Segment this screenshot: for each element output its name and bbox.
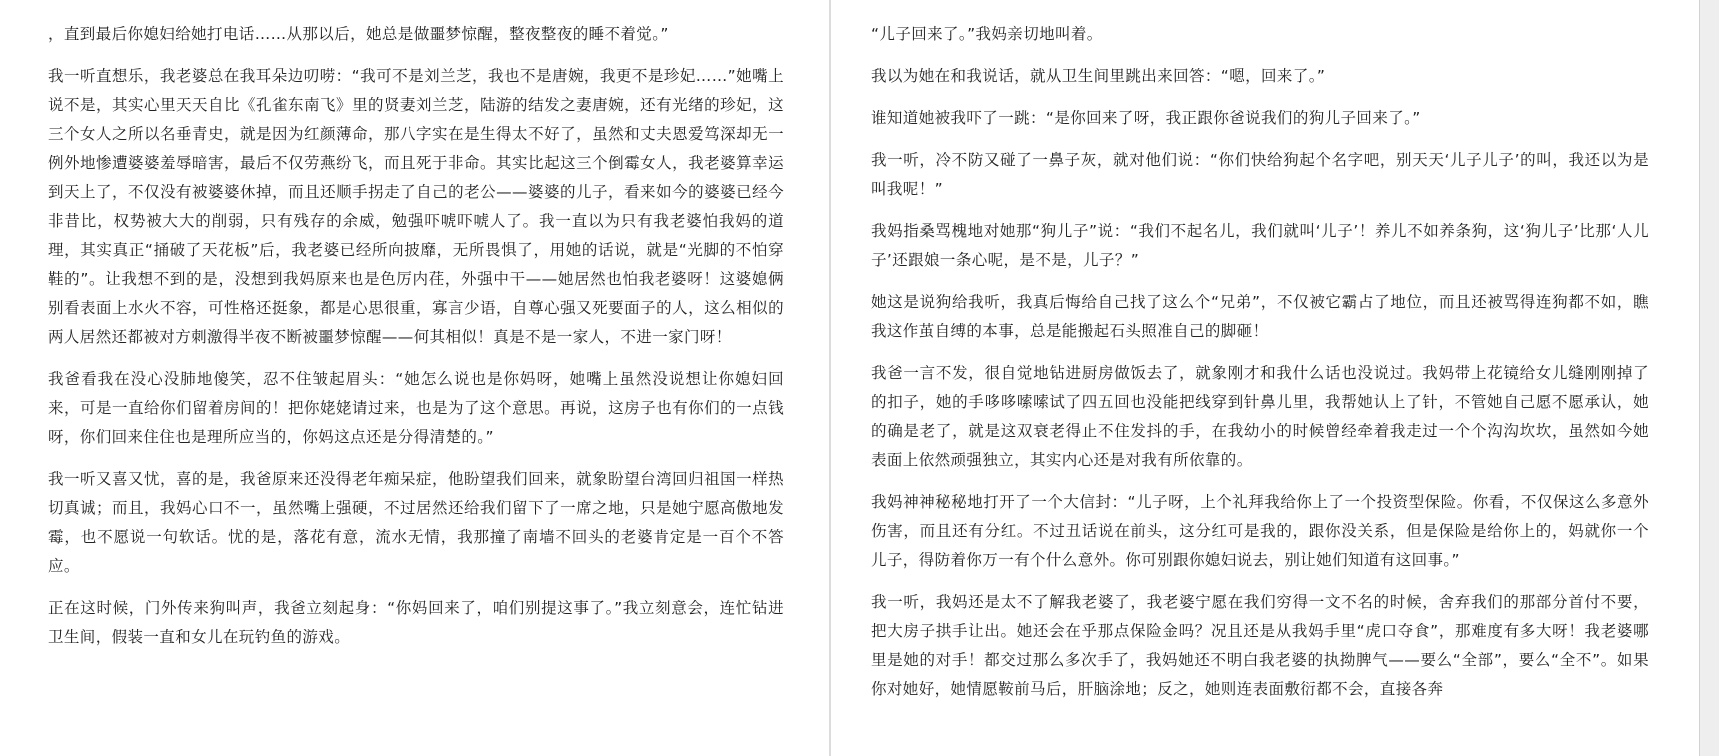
paragraph: 谁知道她被我吓了一跳：“是你回来了呀，我正跟你爸说我们的狗儿子回来了。” <box>871 109 1421 127</box>
paragraph: 我爸一言不发，很自觉地钻进厨房做饭去了，就象刚才和我什么话也没说过。我妈带上花镜给女儿缝刚刚掉了的扣子，她的手哆哆嗦嗦试了四五回也没能把线穿到针鼻儿里，我帮她认上了针，不管她自己愿不愿承认，她的确是老了，就是这双衰老得止不住发抖的手，在我幼小的时候曾经牵着我走过一个个沟沟坎坎，虽然如今她表面上依然顽强独立，其实内心还是对我有所依靠的。 <box>871 364 1649 469</box>
left-page <box>0 0 828 756</box>
scrollbar-track[interactable] <box>1699 0 1719 756</box>
paragraph: “儿子回来了。”我妈亲切地叫着。 <box>871 25 1103 43</box>
paragraph: 她这是说狗给我听，我真后悔给自己找了这么个“兄弟”，不仅被它霸占了地位，而且还被骂得连狗都不如，瞧我这作茧自缚的本事，总是能搬起石头照准自己的脚砸！ <box>871 293 1649 340</box>
paragraph: 我一听，我妈还是太不了解我老婆了，我老婆宁愿在我们穷得一文不名的时候，舍弃我们的那部分首付不要，把大房子拱手让出。她还会在乎那点保险金吗？况且还是从我妈手里“虎口夺食”，那难度有多大呀！我老婆哪里是她的对手！都交过那么多次手了，我妈她还不明白我老婆的执拗脾气——要么“全部”，要么“全不”。如果你对她好，她情愿鞍前马后，肝脑涂地；反之，她则连表面敷衍都不会，直接各奔 <box>871 593 1649 698</box>
right-page <box>831 0 1699 756</box>
paragraph: 我爸看我在没心没肺地傻笑，忍不住皱起眉头：“她怎么说也是你妈呀，她嘴上虽然没说想让你媳妇回来，可是一直给你们留着房间的！把你姥姥请过来，也是为了这个意思。再说，这房子也有你们的一点钱呀，你们回来住住也是理所应当的，你妈这点还是分得清楚的。” <box>48 370 784 446</box>
paragraph: 我一听直想乐，我老婆总在我耳朵边叨唠：“我可不是刘兰芝，我也不是唐婉，我更不是珍妃……”她嘴上说不是，其实心里天天自比《孔雀东南飞》里的贤妻刘兰芝，陆游的结发之妻唐婉，还有光绪的珍妃，这三个女人之所以名垂青史，就是因为红颜薄命，那八字实在是生得太不好了，虽然和丈夫恩爱笃深却无一例外地惨遭婆婆羞辱暗害，最后不仅劳燕纷飞，而且死于非命。其实比起这三个倒霉女人，我老婆算幸运到天上了，不仅没有被婆婆休掉，而且还顺手拐走了自己的老公——婆婆的儿子，看来如今的婆婆已经今非昔比，权势被大大的削弱，只有残存的余威，勉强吓唬吓唬人了。我一直以为只有我老婆怕我妈的道理，其实真正“捅破了天花板”后，我老婆已经所向披靡，无所畏惧了，用她的话说，就是“光脚的不怕穿鞋的”。让我想不到的是，没想到我妈原来也是色厉内荏，外强中干——她居然也怕我老婆呀！这婆媳俩别看表面上水火不容，可性格还挺象，都是心思很重，寡言少语，自尊心强又死要面子的人，这么相似的两人居然还都被对方刺激得半夜不断被噩梦惊醒——何其相似！真是不是一家人，不进一家门呀！ <box>48 67 784 346</box>
paragraph: 我妈神神秘秘地打开了一个大信封：“儿子呀，上个礼拜我给你上了一个投资型保险。你看，不仅保这么多意外伤害，而且还有分红。不过丑话说在前头，这分红可是我的，跟你没关系，但是保险是给你上的，妈就你一个儿子，得防着你万一有个什么意外。你可别跟你媳妇说去，别让她们知道有这回事。” <box>871 493 1649 569</box>
paragraph: 我妈指桑骂槐地对她那“狗儿子”说：“我们不起名儿，我们就叫‘儿子’！养儿不如养条狗，这‘狗儿子’比那‘人儿子’还跟娘一条心呢，是不是，儿子？” <box>871 222 1649 269</box>
paragraph: 我一听又喜又忧，喜的是，我爸原来还没得老年痴呆症，他盼望我们回来，就象盼望台湾回归祖国一样热切真诚；而且，我妈心口不一，虽然嘴上强硬，不过居然还给我们留下了一席之地，只是她宁愿高傲地发霉，也不愿说一句软话。忧的是，落花有意，流水无情，我那撞了南墙不回头的老婆肯定是一百个不答应。 <box>48 470 784 575</box>
left-page-text <box>48 20 784 665</box>
paragraph: ，直到最后你媳妇给她打电话……从那以后，她总是做噩梦惊醒，整夜整夜的睡不着觉。” <box>48 25 669 43</box>
paragraph: 我以为她在和我说话，就从卫生间里跳出来回答：“嗯，回来了。” <box>871 67 1326 85</box>
paragraph: 我一听，冷不防又碰了一鼻子灰，就对他们说：“你们快给狗起个名字吧，别天天‘儿子儿子’的叫，我还以为是叫我呢！” <box>871 151 1649 198</box>
right-page-text <box>871 20 1649 717</box>
paragraph: 正在这时候，门外传来狗叫声，我爸立刻起身：“你妈回来了，咱们别提这事了。”我立刻意会，连忙钻进卫生间，假装一直和女儿在玩钓鱼的游戏。 <box>48 599 784 646</box>
